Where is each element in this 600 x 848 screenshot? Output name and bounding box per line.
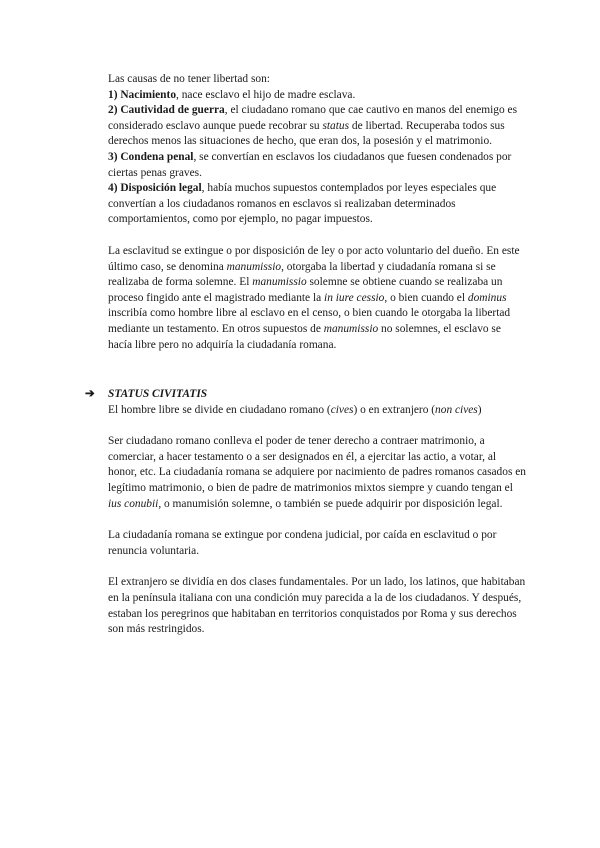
- status-paragraph-3: La ciudadanía romana se extingue por condena judicial, por caída en esclavitud o por renuncia voluntaria.: [108, 529, 497, 557]
- section-heading: [85, 387, 526, 403]
- causes-section: [108, 72, 526, 228]
- cause-item-1: 1) Nacimiento, nace esclavo el hijo de madre esclava.: [108, 88, 356, 101]
- document-page: [85, 72, 526, 638]
- section-heading-text: STATUS CIVITATIS: [108, 388, 208, 401]
- cause-item-2: 2) Cautividad de guerra, el ciudadano romano que cae cautivo en manos del enemigo es considerado esclavo aunque puede recobrar su status de libertad. Recuperaba todos sus derechos menos las situaciones de hecho, que eran dos, la posesión y el matrimonio.: [108, 104, 518, 148]
- status-paragraph-4: El extranjero se dividía en dos clases fundamentales. Por un lado, los latinos, que habitaban en la península italiana con una condición muy parecida a la de los ciudadanos. Y después, estaban los peregrinos que habitaban en territorios conquistados por Roma y sus derechos son más restringidos.: [108, 576, 526, 636]
- cause-item-4: 4) Disposición legal, había muchos supuestos contemplados por leyes especiales que convertían a los ciudadanos romanos en esclavos si realizaban determinados comportamientos, como por ejemplo, no pagar impuestos.: [108, 182, 497, 226]
- status-paragraph-2: Ser ciudadano romano conlleva el poder de tener derecho a contraer matrimonio, a comerciar, a hacer testamento o a ser designados en él, a ejercitar las actio, a votar, al honor, etc. La ciudadanía romana se adquiere por nacimiento de padres romanos casados en legítimo matrimonio, o bien de padre de matrimonios mixtos siempre y cuando tengan el ius conubii, o manumisión solemne, o también se puede adquirir por disposición legal.: [108, 435, 526, 510]
- cause-item-3: 3) Condena penal, se convertían en esclavos los ciudadanos que fuesen condenados por ciertas penas graves.: [108, 150, 512, 179]
- arrow-right-icon: ➔: [85, 388, 95, 401]
- status-paragraph-1: El hombre libre se divide en ciudadano romano (cives) o en extranjero (non cives): [108, 403, 482, 416]
- causes-intro: Las causas de no tener libertad son:: [108, 73, 270, 85]
- extinction-paragraph: La esclavitud se extingue o por disposición de ley o por acto voluntario del dueño. En este último caso, se denomina manumissio, otorgaba la libertad y ciudadanía romana si se realizaba de forma solemne. El manumissio solemne se obtiene cuando se realizaba un proceso fingido ante el magistrado mediante la in iure cessio, o bien cuando el dominus inscribía como hombre libre al esclavo en el censo, o bien cuando le otorgaba la libertad mediante un testamento. En otros supuestos de manumissio no solemnes, el esclavo se hacía libre pero no adquiría la ciudadanía romana.: [108, 244, 520, 351]
